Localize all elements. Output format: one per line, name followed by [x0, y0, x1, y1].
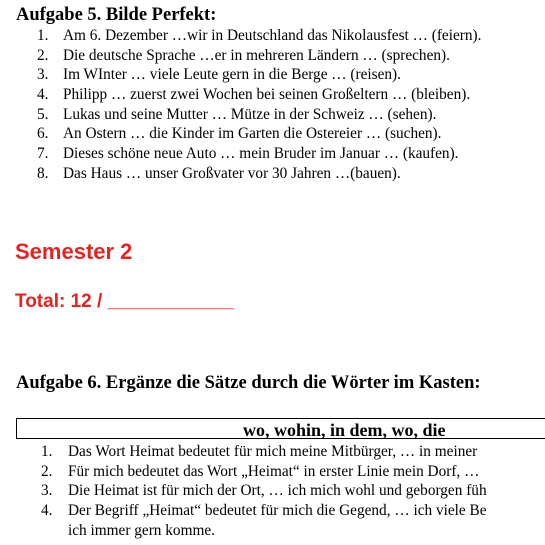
list-item [0, 481, 545, 501]
item-number: 3. [41, 482, 53, 500]
item-text: Der Begriff „Heimat“ bedeutet für mich die Gegend, … ich viele Be [68, 502, 487, 520]
item-number: 4. [41, 502, 53, 520]
item-text: An Ostern … die Kinder im Garten die Ostereier … (suchen). [63, 125, 442, 143]
list-item [0, 442, 545, 462]
item-number: 8. [37, 164, 49, 182]
item-text: Im WInter … viele Leute gern in die Berge … (reisen). [63, 66, 401, 84]
item-number: 6. [37, 125, 49, 143]
item-text: ich immer gern komme. [68, 521, 215, 539]
item-number: 1. [37, 27, 49, 44]
semester-heading: Semester 2 [15, 239, 133, 264]
list-item [0, 462, 545, 482]
list-item [0, 521, 545, 541]
list-item [0, 105, 545, 125]
item-text: Das Haus … unser Großvater vor 30 Jahren …(bauen). [63, 164, 401, 182]
list-item [0, 164, 545, 184]
item-number: 2. [41, 462, 53, 480]
item-number: 7. [37, 145, 49, 163]
item-text: Das Wort Heimat bedeutet für mich meine Mitbürger, … in meiner [68, 443, 478, 460]
item-text: Die Heimat ist für mich der Ort, … ich mich wohl und geborgen füh [68, 482, 487, 500]
item-number: 4. [37, 86, 49, 104]
item-text: Am 6. Dezember …wir in Deutschland das Nikolausfest … (feiern). [63, 27, 482, 44]
item-text: Lukas und seine Mutter … Mütze in der Schweiz … (sehen). [63, 105, 437, 123]
list-item [0, 501, 545, 521]
item-text: Dieses schöne neue Auto … mein Bruder im Januar … (kaufen). [63, 145, 459, 163]
aufgabe6-list [0, 442, 545, 540]
aufgabe6-title: Aufgabe 6. Ergänze die Sätze durch die Wörter im Kasten: [16, 373, 481, 393]
total-score: Total: 12 / ____________ [15, 291, 235, 312]
aufgabe5-title: Aufgabe 5. Bilde Perfekt: [16, 5, 217, 25]
item-number: 2. [37, 46, 49, 64]
list-item [0, 65, 545, 85]
item-text: Die deutsche Sprache …er in mehreren Ländern … (sprechen). [63, 46, 450, 64]
item-number: 1. [41, 443, 53, 460]
word-box-text: wo, wohin, in dem, wo, die [243, 420, 446, 440]
item-number: 5. [37, 105, 49, 123]
item-number: 3. [37, 66, 49, 84]
aufgabe5-list [0, 26, 545, 184]
item-text: Für mich bedeutet das Wort „Heimat“ in erster Linie mein Dorf, … [68, 462, 480, 480]
list-item [0, 46, 545, 66]
list-item [0, 85, 545, 105]
item-text: Philipp … zuerst zwei Wochen bei seinen Großeltern … (bleiben). [63, 86, 471, 104]
list-item [0, 26, 545, 46]
list-item [0, 144, 545, 164]
list-item [0, 124, 545, 144]
